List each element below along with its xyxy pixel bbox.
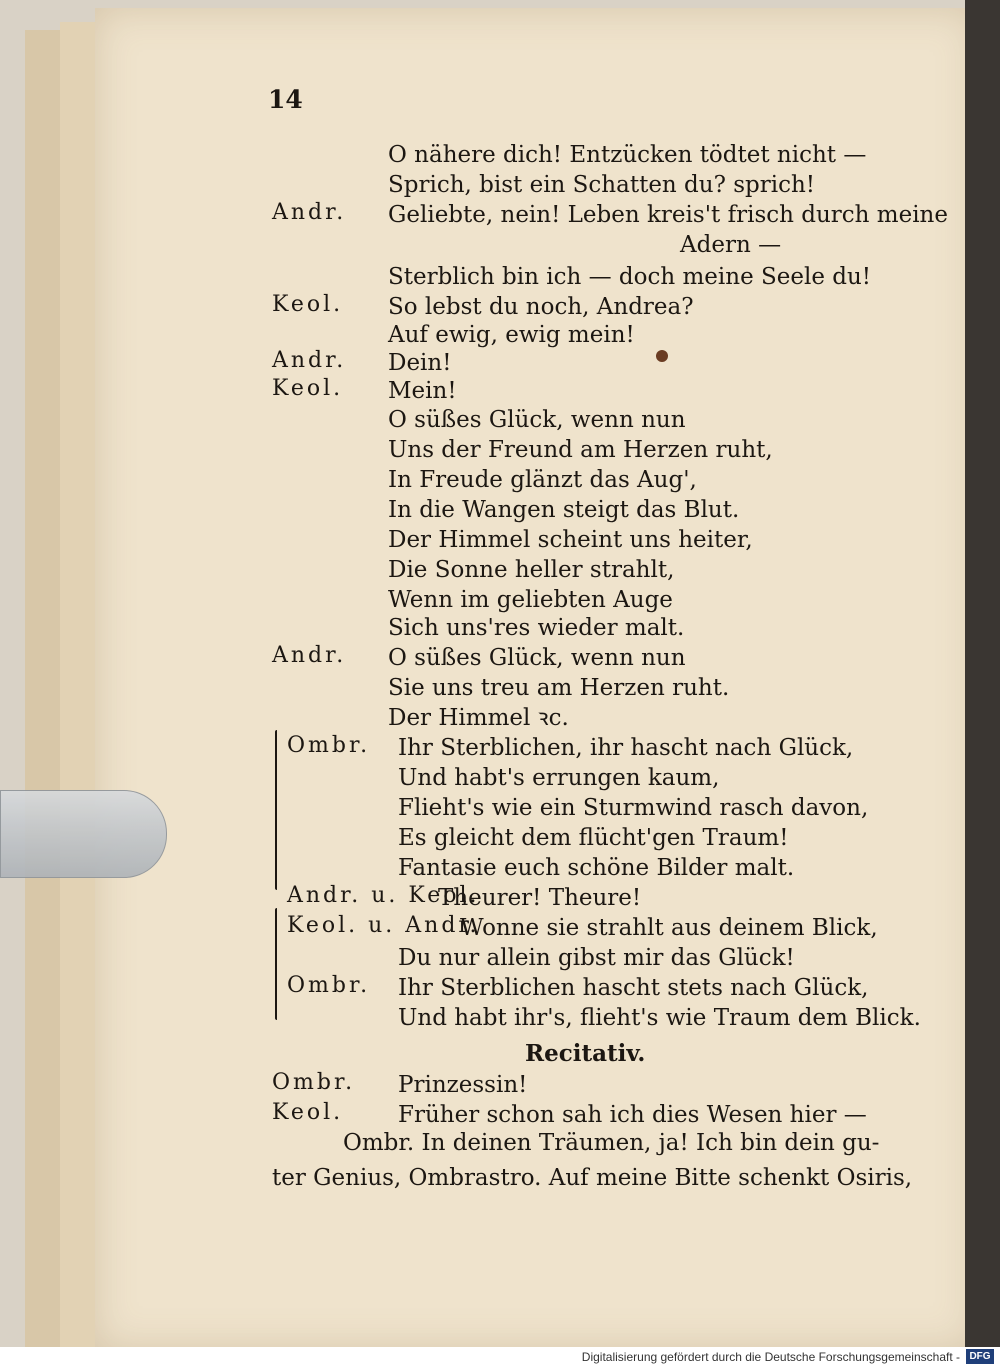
- speaker-label: Keol. u. Andr.: [287, 913, 480, 938]
- recitative-line: Früher schon sah ich dies Wesen hier —: [398, 1102, 867, 1128]
- verse-line: In die Wangen steigt das Blut.: [388, 497, 740, 523]
- verse-line: Wonne sie strahlt aus deinem Blick,: [460, 915, 878, 941]
- speaker-label: Andr.: [272, 643, 347, 668]
- verse-line: Ihr Sterblichen hascht stets nach Glück,: [398, 975, 869, 1001]
- verse-line: Theurer! Theure!: [438, 885, 642, 911]
- verse-line: Und habt's errungen kaum,: [398, 765, 720, 791]
- verse-line: Mein!: [388, 378, 457, 404]
- brace-2: [275, 908, 277, 1020]
- verse-line: In Freude glänzt das Aug',: [388, 467, 697, 493]
- prose-line-2: ter Genius, Ombrastro. Auf meine Bitte schenkt Osiris,: [272, 1165, 913, 1191]
- verse-line: Sprich, bist ein Schatten du? sprich!: [388, 172, 816, 198]
- verse-line: Die Sonne heller strahlt,: [388, 557, 675, 583]
- speaker-label: Keol.: [272, 376, 344, 401]
- footer-credit: Digitalisierung gefördert durch die Deutsche Forschungsgemeinschaft -: [581, 1350, 960, 1364]
- verse-line: Geliebte, nein! Leben kreis't frisch durch meine: [388, 202, 948, 228]
- verse-line: O süßes Glück, wenn nun: [388, 407, 686, 433]
- speaker-label: Ombr.: [287, 973, 371, 998]
- verse-line: Flieht's wie ein Sturmwind rasch davon,: [398, 795, 869, 821]
- dfg-logo: DFG: [966, 1349, 994, 1364]
- verse-line: Dein!: [388, 350, 452, 376]
- page-clip: [0, 790, 167, 878]
- speaker-label: Ombr.: [272, 1070, 356, 1095]
- verse-line: Du nur allein gibst mir das Glück!: [398, 945, 795, 971]
- page-number: 14: [268, 85, 303, 114]
- prose-line-1: Ombr. In deinen Träumen, ja! Ich bin dein gu-: [343, 1130, 880, 1156]
- verse-line: Der Himmel ꝛc.: [388, 705, 569, 731]
- dark-edge: [965, 0, 1000, 1367]
- brace-1: [275, 730, 277, 890]
- verse-line: O süßes Glück, wenn nun: [388, 645, 686, 671]
- speaker-label: Keol.: [272, 1100, 344, 1125]
- verse-line: Ihr Sterblichen, ihr hascht nach Glück,: [398, 735, 854, 761]
- speaker-label: Keol.: [272, 292, 344, 317]
- verse-line: Es gleicht dem flücht'gen Traum!: [398, 825, 789, 851]
- verse-line: Wenn im geliebten Auge: [388, 587, 673, 613]
- verse-line: Adern —: [680, 232, 782, 258]
- verse-line: Sich uns'res wieder malt.: [388, 615, 685, 641]
- verse-line: O nähere dich! Entzücken tödtet nicht —: [388, 142, 867, 168]
- speaker-label: Andr.: [272, 200, 347, 225]
- verse-line: Der Himmel scheint uns heiter,: [388, 527, 753, 553]
- verse-line: Und habt ihr's, flieht's wie Traum dem Blick.: [398, 1005, 921, 1031]
- verse-line: Fantasie euch schöne Bilder malt.: [398, 855, 795, 881]
- speaker-label: Andr. u. Keol.: [287, 883, 480, 908]
- section-heading: Recitativ.: [525, 1040, 646, 1067]
- speaker-label: Andr.: [272, 348, 347, 373]
- recitative-line: Prinzessin!: [398, 1072, 528, 1098]
- verse-line: Sie uns treu am Herzen ruht.: [388, 675, 730, 701]
- verse-line: Sterblich bin ich — doch meine Seele du!: [388, 264, 872, 290]
- back-page-edge: [60, 22, 100, 1360]
- verse-line: Uns der Freund am Herzen ruht,: [388, 437, 773, 463]
- verse-line: So lebst du noch, Andrea?: [388, 294, 694, 320]
- verse-line: Auf ewig, ewig mein!: [388, 322, 635, 348]
- ink-spot: [656, 350, 668, 362]
- speaker-label: Ombr.: [287, 733, 371, 758]
